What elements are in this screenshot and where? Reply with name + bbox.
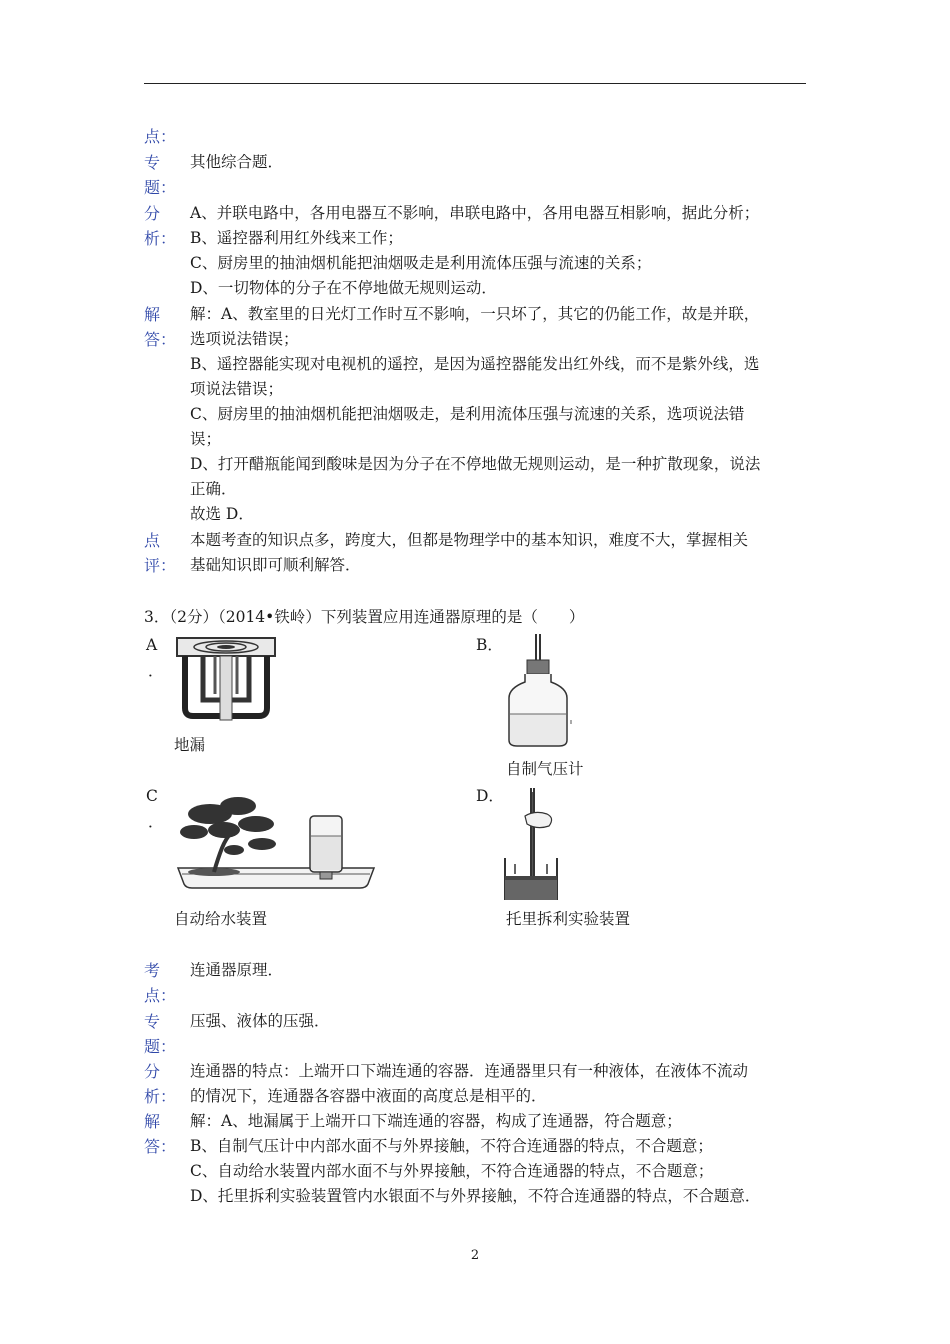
kaodian-label-1: 考	[144, 961, 161, 980]
option-a-dot: ．	[148, 662, 164, 680]
jieda-line: D、打开醋瓶能闻到酸味是因为分子在不停地做无规则运动，是一种扩散现象，说法	[190, 455, 761, 473]
auto-water-feeder-figure	[174, 792, 378, 894]
kaodian-tail-label: 点：	[144, 127, 177, 146]
dianping-label-2: 评：	[144, 556, 177, 575]
option-a-letter: A	[146, 636, 158, 654]
dianping-line: 本题考查的知识点多，跨度大，但都是物理学中的基本知识，难度不大，掌握相关	[190, 531, 749, 549]
fenxi-line: C、厨房里的抽油烟机能把油烟吸走是利用流体压强与流速的关系；	[190, 254, 652, 272]
option-b-letter: B．	[476, 636, 503, 654]
option-c-caption: 自动给水装置	[174, 910, 268, 928]
option-c-letter: C	[146, 787, 158, 805]
jieda-line: 选项说法错误；	[190, 330, 299, 348]
fenxi-line: A、并联电路中，各用电器互不影响，串联电路中，各用电器互相影响，据此分析；	[190, 204, 760, 222]
jieda-label-1: 解	[144, 305, 161, 324]
jieda-line: 解：A、地漏属于上端开口下端连通的容器，构成了连通器，符合题意；	[190, 1112, 682, 1130]
option-d-letter: D．	[476, 787, 504, 805]
dianping-label-1: 点	[144, 531, 161, 550]
jieda-label-1: 解	[144, 1112, 161, 1131]
jieda-line: 误；	[190, 430, 222, 448]
dianping-line: 基础知识即可顺利解答．	[190, 556, 361, 574]
option-a-caption: 地漏	[174, 736, 206, 754]
jieda-line: 正确．	[190, 480, 237, 498]
jieda-label-2: 答：	[144, 1137, 177, 1156]
fenxi-label-2: 析：	[144, 1087, 177, 1106]
fenxi-line: B、遥控器利用红外线来工作；	[190, 229, 403, 247]
zhuanti-label-1: 专	[144, 153, 161, 172]
fenxi-line: D、一切物体的分子在不停地做无规则运动．	[190, 279, 497, 297]
zhuanti-label-2: 题：	[144, 1037, 177, 1056]
fenxi-label-1: 分	[144, 204, 161, 223]
zhuanti-label-2: 题：	[144, 178, 177, 197]
floor-drain-figure	[175, 636, 279, 722]
fenxi-label-2: 析：	[144, 229, 177, 248]
jieda-line: B、自制气压计中内部水面不与外界接触，不符合连通器的特点，不合题意；	[190, 1137, 713, 1155]
page-number: 2	[470, 1248, 480, 1263]
jieda-line: C、厨房里的抽油烟机能把油烟吸走，是利用流体压强与流速的关系，选项说法错	[190, 405, 745, 423]
option-c-dot: ．	[148, 813, 164, 831]
jieda-line: 故选 D．	[190, 505, 254, 523]
zhuanti-text: 压强、液体的压强．	[190, 1012, 330, 1030]
question-3-stem: 3．（2分）（2014•铁岭）下列装置应用连通器原理的是（ ）	[144, 608, 585, 626]
zhuanti-label-1: 专	[144, 1012, 161, 1031]
zhuanti-text: 其他综合题．	[190, 153, 284, 171]
jieda-line: B、遥控器能实现对电视机的遥控，是因为遥控器能发出红外线，而不是紫外线，选	[190, 355, 760, 373]
barometer-bottle-figure	[505, 632, 573, 752]
option-b-caption: 自制气压计	[506, 760, 584, 778]
kaodian-text: 连通器原理．	[190, 961, 284, 979]
jieda-line: D、托里拆利实验装置管内水银面不与外界接触，不符合连通器的特点，不合题意．	[190, 1187, 761, 1205]
kaodian-label-2: 点：	[144, 986, 177, 1005]
option-d-caption: 托里拆利实验装置	[506, 910, 631, 928]
fenxi-line: 连通器的特点：上端开口下端连通的容器．连通器里只有一种液体，在液体不流动	[190, 1062, 749, 1080]
jieda-label-2: 答：	[144, 330, 177, 349]
fenxi-line: 的情况下，连通器各容器中液面的高度总是相平的．	[190, 1087, 547, 1105]
jieda-line: 解：A、教室里的日光灯工作时互不影响，一只坏了，其它的仍能工作，故是并联，	[190, 305, 760, 323]
jieda-line: C、自动给水装置内部水面不与外界接触，不符合连通器的特点，不合题意；	[190, 1162, 714, 1180]
torricelli-apparatus-figure	[501, 786, 561, 902]
header-rule	[144, 83, 806, 84]
fenxi-label-1: 分	[144, 1062, 161, 1081]
jieda-line: 项说法错误；	[190, 380, 284, 398]
